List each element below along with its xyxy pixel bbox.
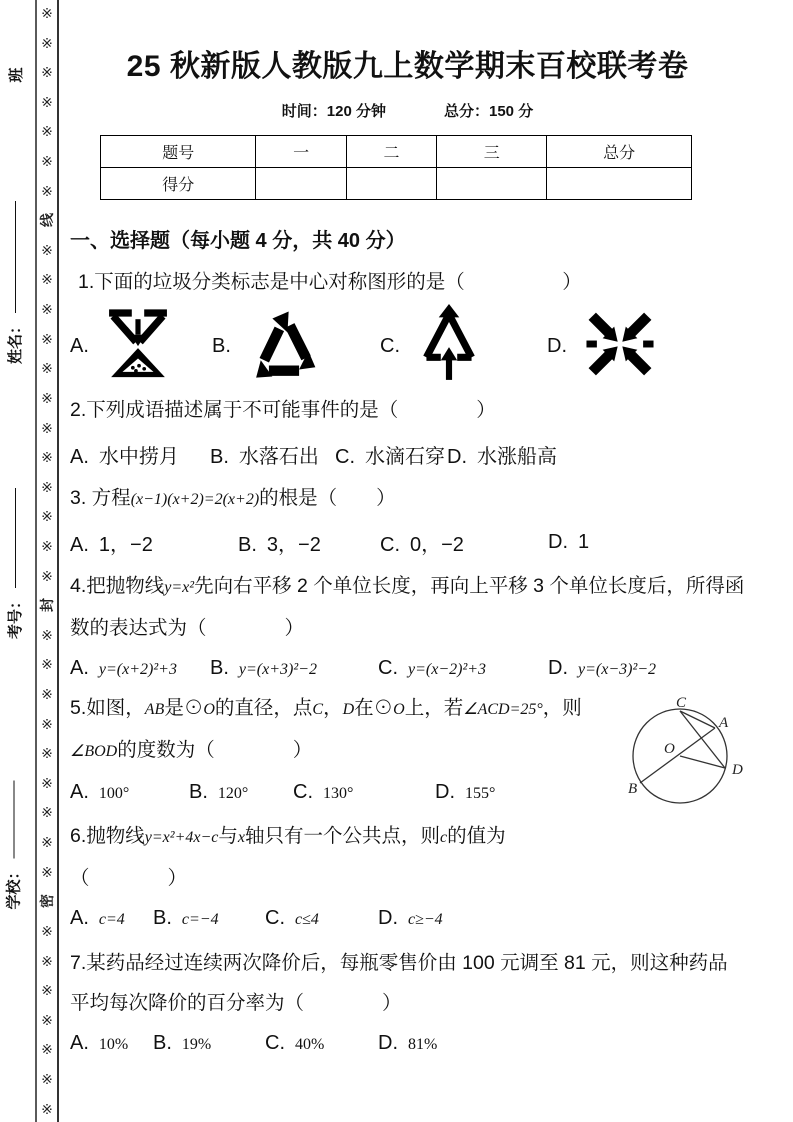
score-table-header-row xyxy=(101,136,692,168)
converging-arrows-icon xyxy=(585,307,655,386)
point-label-A: A xyxy=(719,715,729,731)
score-table xyxy=(100,135,692,200)
question-5-text-line1: 5.如图，AB是⊙O的直径，点C，D在⊙O上，若∠ACD=25°，则 xyxy=(70,697,582,719)
point-label-D: D xyxy=(732,762,743,778)
total-score-info: 总分：150 分 xyxy=(444,103,534,120)
score-table-cell: 一 xyxy=(256,136,346,168)
score-table-score-row xyxy=(101,168,692,200)
option-label: C. xyxy=(380,334,400,357)
q5-circle-figure xyxy=(626,694,761,824)
question-7-text: 7.某药品经过连续两次降价后，每瓶零售价由 100 元调至 81 元，则这种药品平均每次降价的百分率为（ ） xyxy=(70,952,728,1014)
exam-number-label: 考号： xyxy=(6,593,24,639)
q2-option-a: A. 水中捞月 xyxy=(70,445,179,468)
q5-option-d: D. 155° xyxy=(435,780,496,803)
score-table-cell: 题号 xyxy=(101,136,256,168)
section-one-heading: 一、选择题（每小题 4 分，共 40 分） xyxy=(70,230,406,252)
q7-option-b: B. 19% xyxy=(153,1031,212,1054)
score-table-cell: 三 xyxy=(437,136,547,168)
q7-option-d: D. 81% xyxy=(378,1031,438,1054)
school-label: 学校： xyxy=(5,864,22,910)
q7-option-c: C. 40% xyxy=(265,1031,325,1054)
q6-option-a: A. c=4 xyxy=(70,906,125,929)
point-label-B: B xyxy=(628,781,638,797)
time-info: 时间：120 分钟 xyxy=(281,103,386,120)
score-table-cell: 得分 xyxy=(101,168,256,200)
question-3-text: 3. 方程(x−1)(x+2)=2(x+2)的根是（ ） xyxy=(70,487,396,509)
q4-option-d: D. y=(x−3)²−2 xyxy=(548,656,657,679)
score-table-empty-cell xyxy=(547,168,692,200)
option-label: D. xyxy=(547,334,567,357)
question-5-text-line2: ∠BOD的度数为（ ） xyxy=(70,739,313,761)
question-6-text-line2: （ ） xyxy=(70,867,188,889)
score-table-empty-cell xyxy=(256,168,346,200)
name-blank-line xyxy=(13,201,16,313)
recycling-arrows-icon xyxy=(249,308,319,385)
option-label: B. xyxy=(212,334,231,357)
name-field xyxy=(4,184,24,364)
question-4-text: 4.把抛物线y=x²先向右平移 2 个单位长度，再向上平移 3 个单位长度后，所得函数的表达式为（ ） xyxy=(70,575,745,639)
q3-option-c: C. 0，−2 xyxy=(380,533,464,556)
question-7-options xyxy=(70,1023,745,1063)
q5-option-b: B. 120° xyxy=(189,780,249,803)
q6-option-d: D. c≥−4 xyxy=(378,906,443,929)
score-table-empty-cell xyxy=(346,168,436,200)
exam-info-row xyxy=(70,100,745,121)
seal-symbol-column: ※ ※ ※ ※ ※ ※ ※ 线 ※ ※ ※ ※ ※ ※ ※ ※ ※ ※ ※ ※ 封 ※ ※ ※ ※ ※ ※ ※ ※ ※ 密 ※ ※ ※ ※ ※ ※ ※ xyxy=(39,5,55,1117)
q3-option-a: A. 1，−2 xyxy=(70,533,153,556)
seal-line-inner xyxy=(57,0,59,1122)
q6-option-c: C. c≤4 xyxy=(265,906,319,929)
page-title: 25 秋新版人教版九上数学期末百校联考卷 xyxy=(126,50,689,83)
q3-option-b: B. 3，−2 xyxy=(238,533,321,556)
question-6-options xyxy=(70,898,745,938)
hourglass-recycle-icon xyxy=(107,306,169,387)
point-label-C: C xyxy=(676,695,687,711)
exam-number-field xyxy=(4,471,24,639)
question-4-options xyxy=(70,648,745,688)
paper-content xyxy=(60,0,793,1063)
q2-option-d: D. 水涨船高 xyxy=(447,445,557,468)
q6-option-b: B. c=−4 xyxy=(153,906,219,929)
q5-option-a: A. 100° xyxy=(70,780,130,803)
q1-option-a xyxy=(70,306,212,387)
q1-option-b xyxy=(212,308,380,385)
q2-option-b: B. 水落石出 xyxy=(210,445,319,468)
q1-option-c xyxy=(380,304,547,389)
question-2-text: 2.下列成语描述属于不可能事件的是（ ） xyxy=(70,399,496,421)
question-1-options xyxy=(70,302,745,390)
school-blank-line xyxy=(11,780,14,858)
q5-option-c: C. 130° xyxy=(293,780,354,803)
name-label: 姓名： xyxy=(6,318,24,364)
q2-option-c: C. 水滴石穿 xyxy=(335,445,445,468)
question-1-text: 1.下面的垃圾分类标志是中心对称图形的是（ ） xyxy=(78,271,582,293)
class-label: 班 xyxy=(7,67,25,83)
q1-option-d xyxy=(547,307,655,386)
q4-option-b: B. y=(x+3)²−2 xyxy=(210,656,317,679)
question-2-options xyxy=(70,434,745,474)
q4-option-a: A. y=(x+2)²+3 xyxy=(70,656,177,679)
score-table-cell: 二 xyxy=(346,136,436,168)
q7-option-a: A. 10% xyxy=(70,1031,129,1054)
score-table-cell: 总分 xyxy=(547,136,692,168)
school-field xyxy=(3,767,23,910)
q3-option-d: D. 1 xyxy=(548,530,590,553)
q4-option-c: C. y=(x−2)²+3 xyxy=(378,656,487,679)
question-6-text-line1: 6.抛物线y=x²+4x−c与x轴只有一个公共点，则c的值为 xyxy=(70,825,506,847)
question-3-options xyxy=(70,522,745,562)
radius-OD xyxy=(680,756,725,768)
diameter-BA xyxy=(640,728,715,783)
triangle-arrow-icon xyxy=(418,304,480,389)
option-label: A. xyxy=(70,334,89,357)
score-table-empty-cell xyxy=(437,168,547,200)
point-label-O: O xyxy=(664,741,675,757)
exam-number-blank-line xyxy=(13,488,16,588)
